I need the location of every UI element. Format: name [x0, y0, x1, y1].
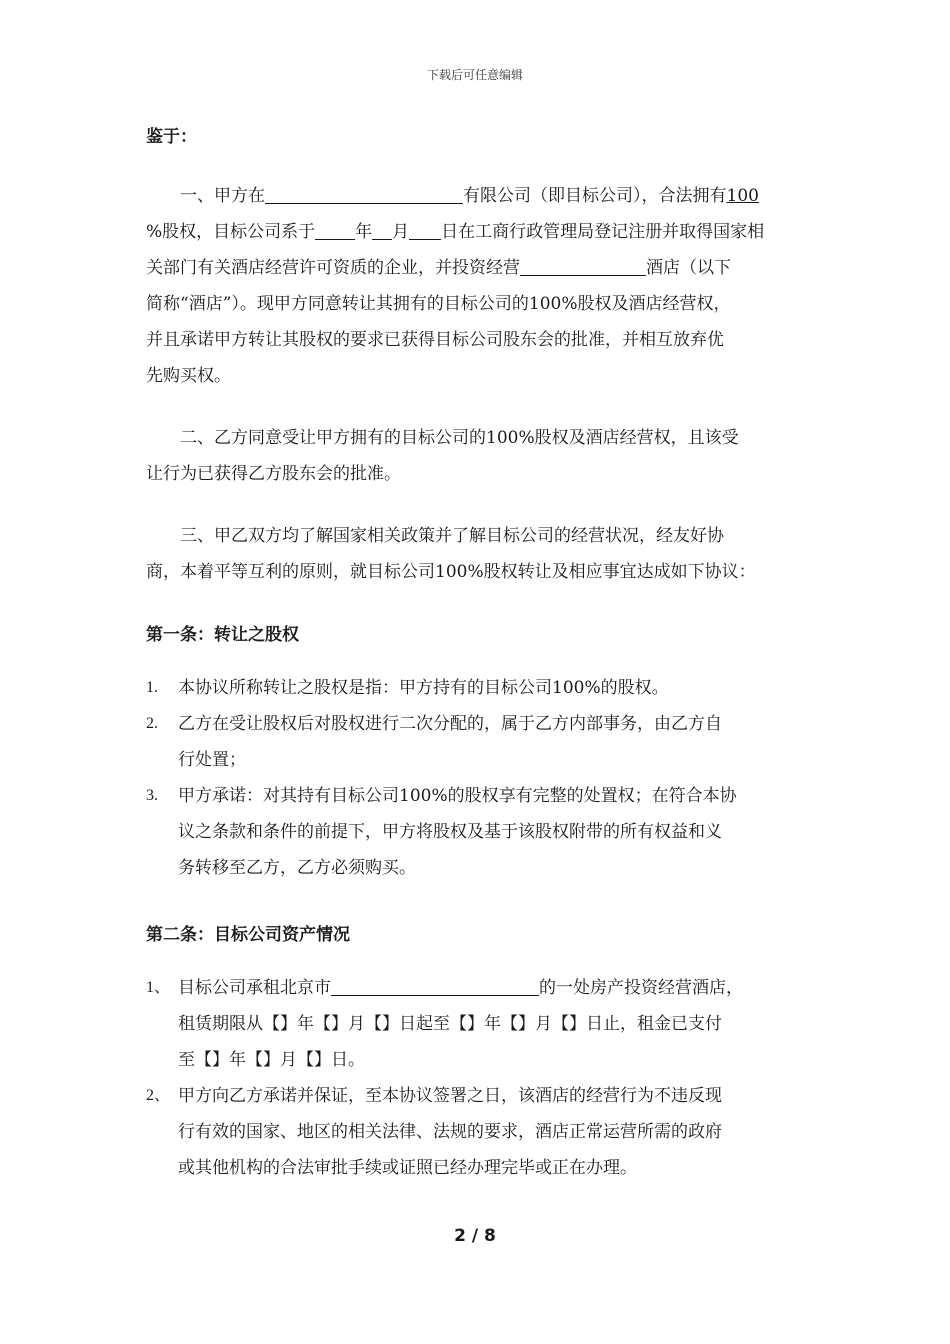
text: 年 — [355, 222, 373, 242]
text: 合法拥有 — [658, 186, 727, 206]
line: 本协议所称转让之股权是指：甲方持有的目标公司100%的股权。 — [178, 678, 669, 698]
line — [146, 250, 816, 286]
whereas-title: 鉴于： — [146, 127, 197, 147]
blank-company-name — [265, 183, 463, 204]
whereas-paragraph-2 — [146, 420, 816, 492]
text: 一、甲方在 — [180, 186, 265, 206]
list-item — [146, 970, 816, 1078]
line: 乙方在受让股权后对股权进行二次分配的，属于乙方内部事务，由乙方自 — [178, 714, 722, 734]
list-item — [146, 1078, 816, 1186]
article-2-list — [146, 970, 816, 1186]
list-number: 2、 — [146, 1087, 171, 1104]
line: 让行为已获得乙方股东会的批准。 — [146, 464, 401, 484]
blank-address — [331, 975, 539, 996]
line: 甲方向乙方承诺并保证，至本协议签署之日，该酒店的经营行为不违反现 — [178, 1086, 722, 1106]
text: 目标公司承租北京市 — [178, 978, 331, 998]
text: 酒店（以下 — [646, 258, 731, 278]
text: 的一处房产投资经营酒店， — [539, 978, 743, 998]
line: 务转移至乙方，乙方必须购买。 — [178, 858, 416, 878]
blank-hotel-name — [520, 255, 646, 276]
text: 有限公司（即目标公司）， — [463, 186, 659, 206]
blank-month — [372, 219, 392, 240]
line: 至【】年【】月【】日。 — [178, 1050, 365, 1070]
page-number: 2 / 8 — [454, 1226, 496, 1246]
line: 先购买权。 — [146, 366, 231, 386]
underlined-number: 100 — [726, 186, 759, 206]
line: 二、乙方同意受让甲方拥有的目标公司的100%股权及酒店经营权，且该受 — [180, 428, 739, 448]
article-2-title: 第二条：目标公司资产情况 — [146, 925, 350, 945]
article-1-title: 第一条：转让之股权 — [146, 625, 299, 645]
list-item — [146, 706, 816, 778]
text: 关部门有关酒店经营许可资质的企业，并投资经营 — [146, 258, 520, 278]
whereas-paragraph-3 — [146, 518, 816, 590]
list-number: 3. — [146, 787, 158, 804]
line: 简称“酒店”）。现甲方同意转让其拥有的目标公司的100%股权及酒店经营权， — [146, 294, 731, 314]
blank-day — [409, 219, 441, 240]
line — [146, 970, 816, 1006]
list-item — [146, 778, 816, 886]
line — [146, 214, 816, 250]
list-number: 1、 — [146, 979, 171, 996]
list-item — [146, 670, 816, 706]
line: 行有效的国家、地区的相关法律、法规的要求，酒店正常运营所需的政府 — [178, 1122, 722, 1142]
article-1-list — [146, 670, 816, 886]
whereas-paragraph-1 — [146, 178, 816, 394]
line: 议之条款和条件的前提下，甲方将股权及基于该股权附带的所有权益和义 — [178, 822, 722, 842]
list-number: 2. — [146, 715, 158, 732]
line: 并且承诺甲方转让其股权的要求已获得目标公司股东会的批准，并相互放弃优 — [146, 330, 724, 350]
line: 租赁期限从【】年【】月【】日起至【】年【】月【】日止，租金已支付 — [178, 1014, 722, 1034]
page-header-note: 下载后可任意编辑 — [426, 68, 523, 82]
line: 行处置； — [178, 750, 246, 770]
text: %股权，目标公司系于 — [146, 222, 316, 242]
line: 三、甲乙双方均了解国家相关政策并了解目标公司的经营状况，经友好协 — [180, 526, 724, 546]
blank-year — [315, 219, 355, 240]
line: 商，本着平等互利的原则，就目标公司100%股权转让及相应事宜达成如下协议： — [146, 562, 756, 582]
line: 或其他机构的合法审批手续或证照已经办理完毕或正在办理。 — [178, 1158, 637, 1178]
text: 日在工商行政管理局登记注册并取得国家相 — [441, 222, 765, 242]
line: 甲方承诺：对其持有目标公司100%的股权享有完整的处置权；在符合本协 — [178, 786, 737, 806]
text: 月 — [392, 222, 410, 242]
line — [146, 178, 816, 214]
list-number: 1. — [146, 679, 158, 696]
